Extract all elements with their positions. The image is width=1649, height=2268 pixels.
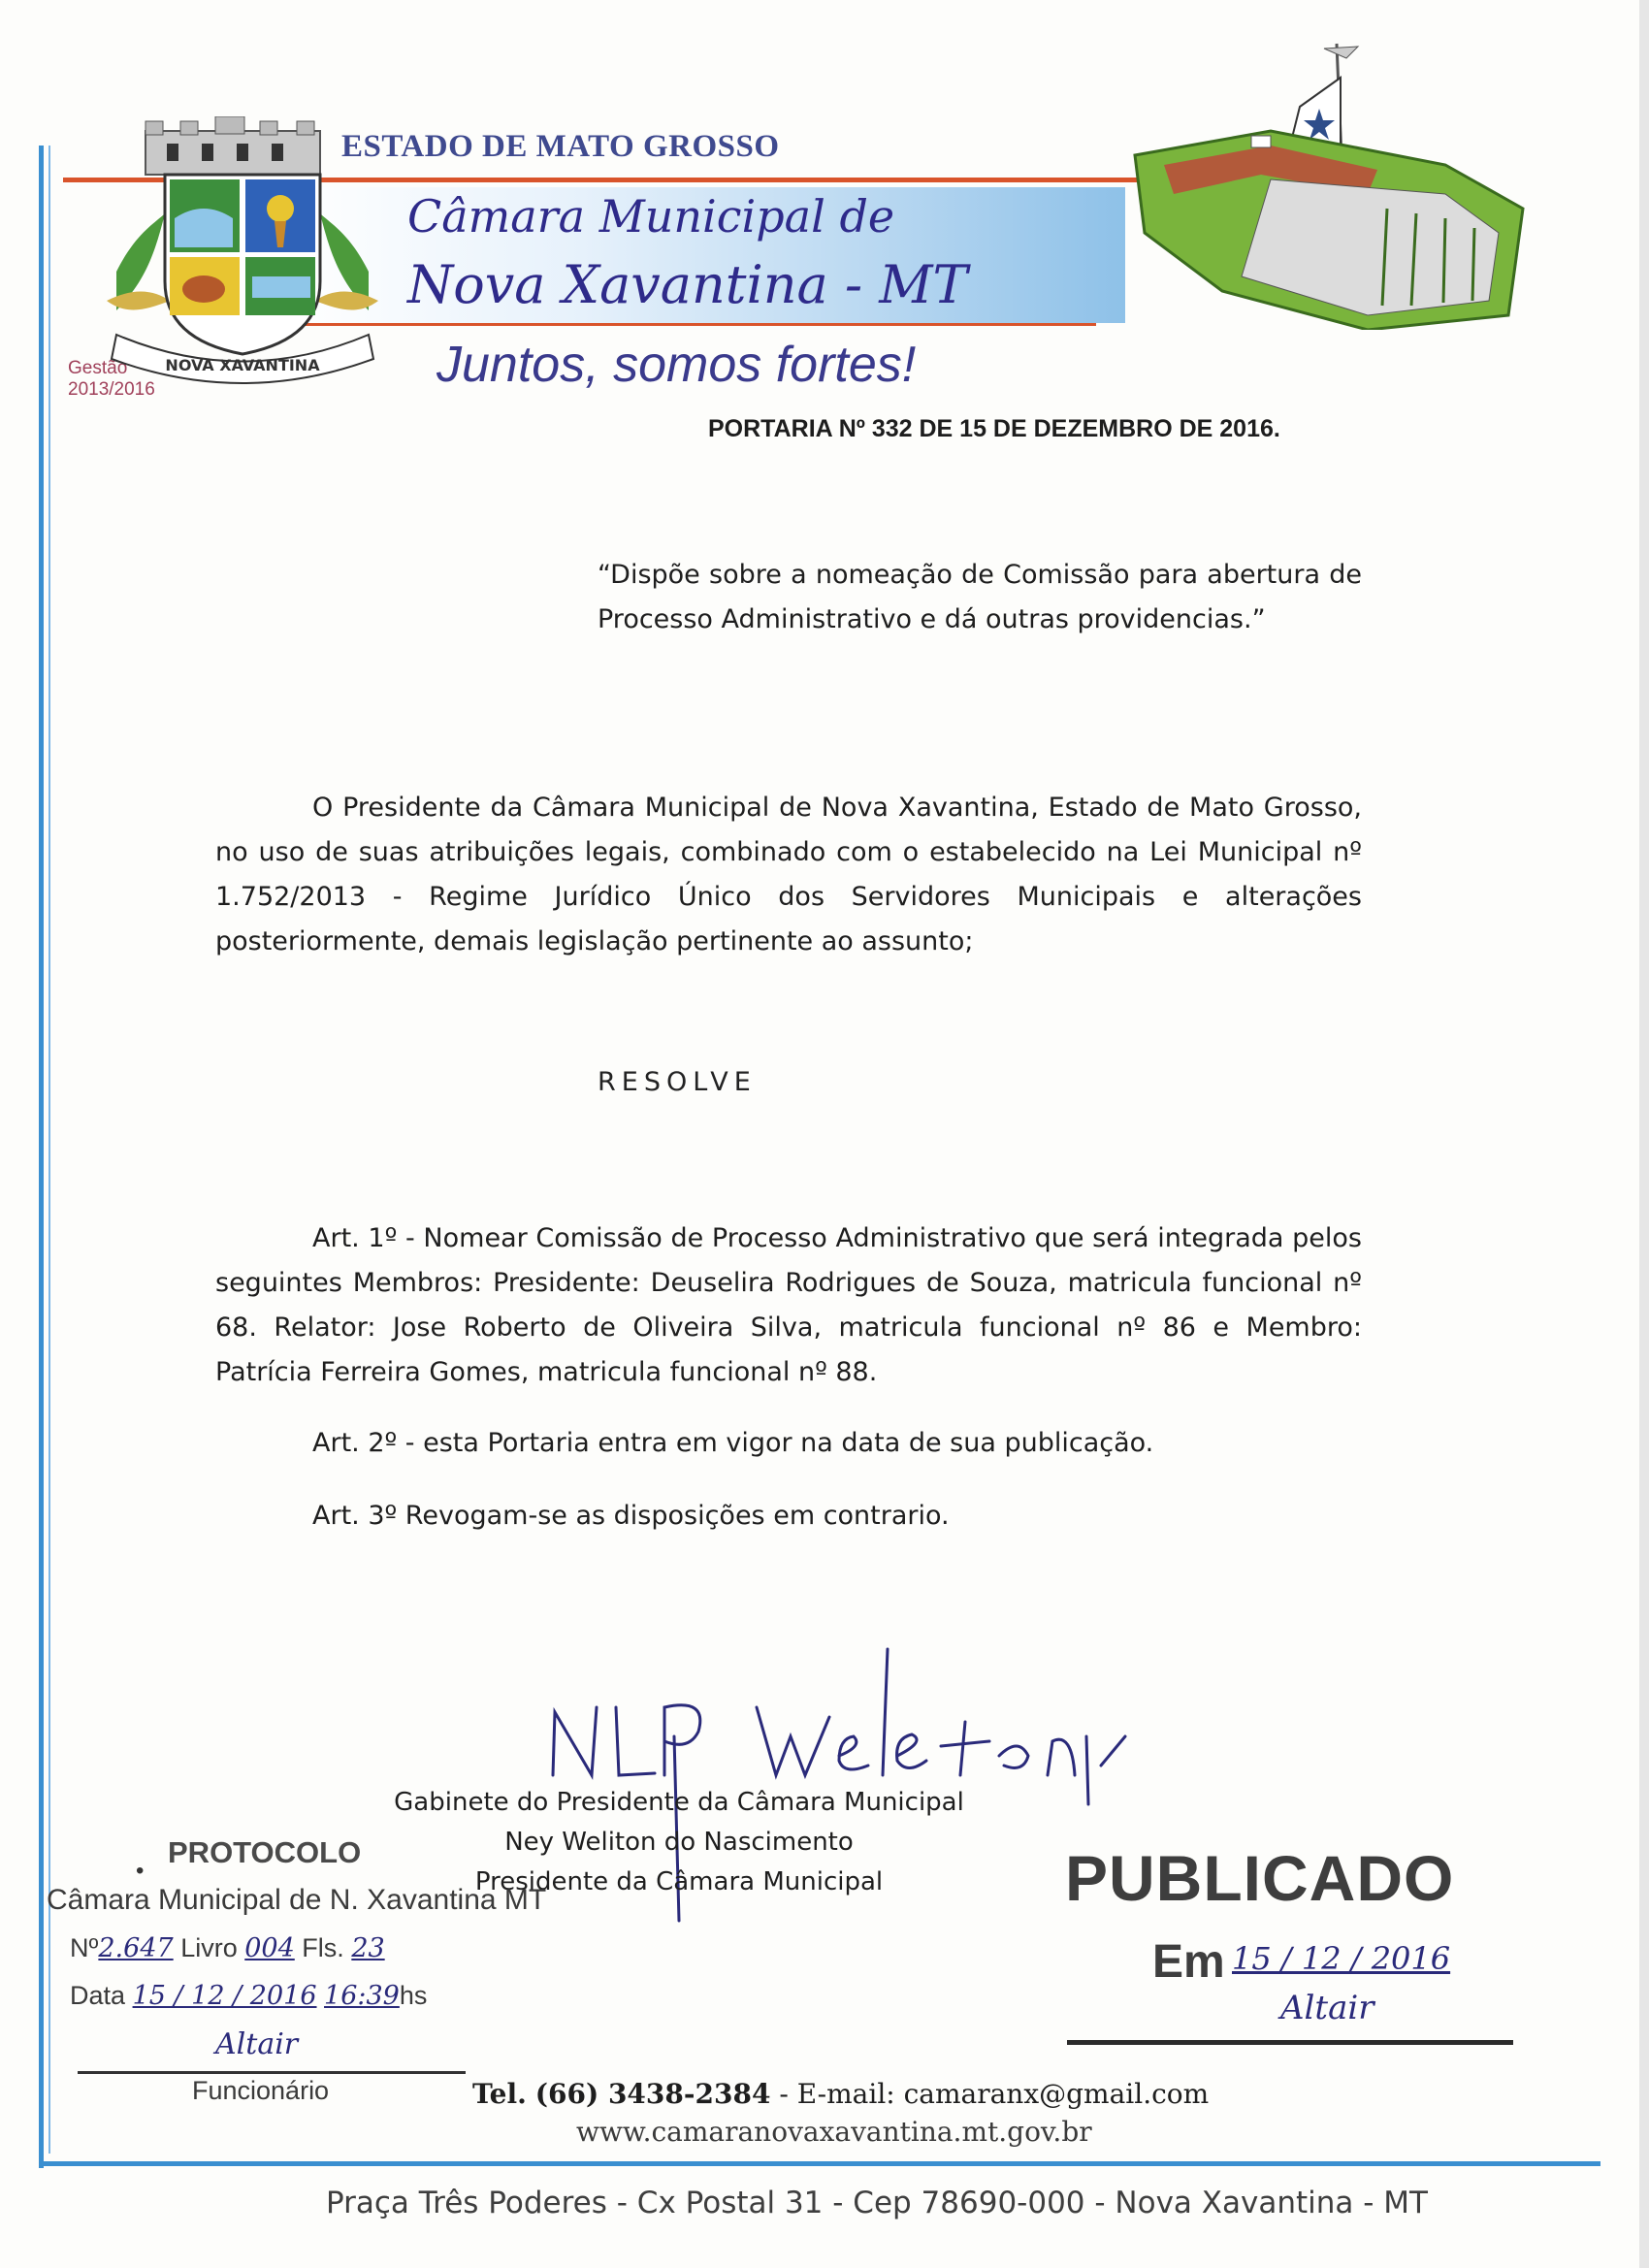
building-icon — [1125, 39, 1533, 330]
gestao-title: Gestão — [68, 358, 128, 378]
published-signature: Altair — [1280, 1989, 1374, 2027]
protocol-chamber: Câmara Municipal de N. Xavantina MT — [47, 1884, 547, 1916]
protocol-date-row — [70, 1981, 427, 2011]
protocol-hora-suffix: hs — [399, 1981, 428, 2010]
signature-role: Presidente da Câmara Municipal — [474, 1867, 884, 1896]
contact-line — [472, 2078, 1209, 2110]
scan-edge — [1639, 0, 1649, 2268]
protocol-hora-value: 16:39 — [324, 1981, 400, 2011]
resolve-heading: RESOLVE — [598, 1067, 757, 1097]
published-date: 15 / 12 / 2016 — [1232, 1940, 1451, 1977]
protocol-num-value: 2.647 — [98, 1933, 174, 1963]
protocol-signature-line — [78, 2071, 466, 2074]
coat-of-arms-icon — [97, 116, 388, 398]
protocol-data-label: Data — [70, 1981, 126, 2010]
article-1: Art. 1º - Nomear Comissão de Processo Administrativo que será integrada pelos seguintes Membros: Presidente: Deuselira Rodrigues de Souza, matricula funcional nº 68. Relator: Jose Roberto de Oliveira Silva, matricula funcional nº 86 e Membro: Patrícia Ferreira Gomes, matricula funcional nº 88. — [215, 1223, 1362, 1387]
protocol-fls-value: 23 — [351, 1933, 385, 1963]
protocol-title: PROTOCOLO — [168, 1835, 362, 1869]
motto: Juntos, somos fortes! — [436, 337, 917, 393]
state-name: ESTADO DE MATO GROSSO — [341, 129, 780, 164]
page-border-left — [39, 146, 44, 2168]
page-border-bottom — [39, 2161, 1600, 2166]
email-text: - E-mail: camaranx@gmail.com — [779, 2078, 1210, 2110]
header-rule-bottom — [291, 323, 1096, 326]
page-border-left-inner — [48, 146, 50, 2154]
article-2: Art. 2º - esta Portaria entra em vigor na data de sua publicação. — [312, 1428, 1154, 1458]
ementa-paragraph: “Dispõe sobre a nomeação de Comissão para abertura de Processo Administrativo e dá outras providencias.” — [598, 560, 1362, 634]
chamber-name-line2: Nova Xavantina - MT — [407, 254, 968, 315]
document-title: PORTARIA Nº 332 DE 15 DE DEZEMBRO DE 2016. — [708, 415, 1280, 442]
tel-label: Tel. — [472, 2078, 527, 2110]
signature-name: Ney Weliton do Nascimento — [504, 1828, 854, 1857]
protocol-func-label: Funcionário — [192, 2076, 330, 2105]
published-stamp: PUBLICADO — [1065, 1842, 1455, 1914]
chamber-name-line1: Câmara Municipal de — [407, 190, 895, 243]
protocol-data-value: 15 / 12 / 2016 — [132, 1981, 317, 2011]
gestao-period: 2013/2016 — [68, 379, 155, 400]
published-em-label: Em — [1152, 1936, 1225, 1988]
footer-address: Praça Três Poderes - Cx Postal 31 - Cep 78690-000 - Nova Xavantina - MT — [326, 2186, 1428, 2220]
protocol-number-row — [70, 1933, 385, 1963]
crest-banner-text: NOVA XAVANTINA — [165, 356, 320, 374]
protocol-num-label: Nº — [70, 1933, 99, 1962]
website: www.camaranovaxavantina.mt.gov.br — [576, 2116, 1092, 2148]
published-line — [1067, 2040, 1513, 2045]
protocol-fls-label: Fls. — [302, 1933, 344, 1962]
tel-value: (66) 3438-2384 — [534, 2078, 771, 2110]
preamble-paragraph: O Presidente da Câmara Municipal de Nova Xavantina, Estado de Mato Grosso, no uso de suas atribuições legais, combinado com o estabelecido na Lei Municipal nº 1.752/2013 - Regime Jurídico Único dos Servidores Municipais e alterações posteriormente, demais legislação pertinente ao assunto; — [215, 793, 1362, 956]
signature-office: Gabinete do Presidente da Câmara Municipal — [394, 1788, 964, 1817]
protocol-func-signature: Altair — [215, 2027, 299, 2061]
protocol-livro-value: 004 — [244, 1933, 295, 1963]
article-3: Art. 3º Revogam-se as disposições em contrario. — [312, 1501, 950, 1531]
stamp-dot: • — [136, 1858, 145, 1884]
protocol-livro-label: Livro — [180, 1933, 238, 1962]
